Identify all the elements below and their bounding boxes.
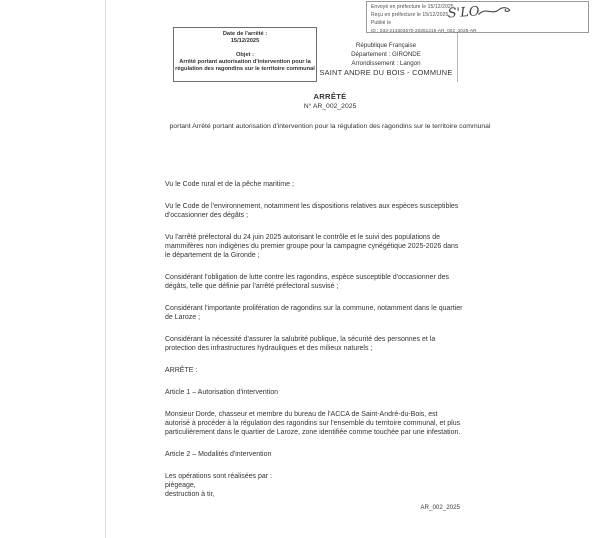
operation-item-shooting: destruction à tir,: [165, 491, 215, 498]
signature-flourish-icon: [477, 3, 512, 19]
document-subtitle: portant Arrêté portant autorisation d'intervention pour la régulation des ragondins sur le territoire communal: [169, 123, 491, 130]
document-number: N° AR_002_2025: [303, 103, 357, 110]
title-block: [135, 92, 525, 112]
department-line: Département : GIRONDE: [351, 51, 421, 58]
page-edge-line: [105, 0, 106, 538]
document-body: [165, 180, 464, 499]
date-objet-box: [173, 27, 317, 82]
date-value: 15/12/2025: [230, 38, 260, 44]
article-2-heading: Article 2 – Modalités d'intervention: [165, 451, 272, 458]
authority-block: [300, 41, 472, 77]
stamp-received-line: Reçu en préfecture le 15/12/2025: [371, 12, 449, 18]
document-title: ARRÊTÉ: [313, 92, 347, 101]
paragraph-considerant-2: Considérant l'importante prolifération de ragondins sur la commune, notamment dans le quartier de Laroze ;: [165, 305, 463, 321]
commune-line: SAINT ANDRE DU BOIS - COMMUNE: [319, 68, 453, 77]
article-1-text: Monsieur Dorde, chasseur et membre du bureau de l'ACCA de Saint-André-du-Bois, est autorisé à procéder à la régulation des ragondins sur l'ensemble du territoire communal, et plus particulièrement dans le quartier de Laroze, zone identifiée comme touchée par une infestation.: [165, 411, 461, 436]
arrondissement-line: Arrondissement : Langon: [351, 60, 421, 67]
paragraph-vu-2: Vu le Code de l'environnement, notamment les dispositions relatives aux espèces susceptibles d'occasionner des dégâts ;: [165, 203, 459, 219]
arrete-heading: ARRÊTE :: [165, 367, 198, 374]
header-divider-line: [457, 33, 458, 82]
operation-item-trapping: piégeage,: [165, 482, 196, 489]
footer-reference: AR_002_2025: [420, 504, 460, 511]
objet-text: Arrêté portant autorisation d'intervention pour la régulation des ragondins sur le territoire communal: [175, 59, 315, 72]
signature-text: S'LO: [447, 4, 480, 22]
handwritten-signature: [447, 2, 519, 31]
paragraph-vu-3: Vu l'arrêté préfectoral du 24 juin 2025 autorisant le contrôle et le suivi des populations de mammifères non indigènes du premier groupe pour la campagne cynégétique 2025-2026 dans le département de la Gironde ;: [165, 234, 459, 259]
paragraph-considerant-1: Considérant l'obligation de lutte contre les ragondins, espèce susceptible d'occasionner des dégâts, telle que définie par l'arrêté préfectoral susvisé ;: [165, 274, 450, 290]
article-1-heading: Article 1 – Autorisation d'intervention: [165, 389, 279, 396]
republic-line: République Française: [355, 42, 417, 49]
operations-intro: Les opérations sont réalisées par :: [165, 473, 273, 480]
stamp-published-line: Publié le: [371, 20, 392, 26]
objet-label: Objet :: [235, 52, 254, 58]
date-label: Date de l'arrêté :: [222, 31, 268, 37]
paragraph-considerant-3: Considérant la nécessité d'assurer la salubrité publique, la sécurité des personnes et la protection des infrastructures hydrauliques et des milieux naturels ;: [165, 336, 436, 352]
paragraph-vu-1: Vu le Code rural et de la pêche maritime ;: [165, 181, 294, 188]
stamp-sent-line: Envoyé en préfecture le 15/12/2025: [371, 4, 454, 10]
stamp-id-line: ID : 033-213303670-20251215-AR_002_2025-AR: [371, 28, 477, 33]
